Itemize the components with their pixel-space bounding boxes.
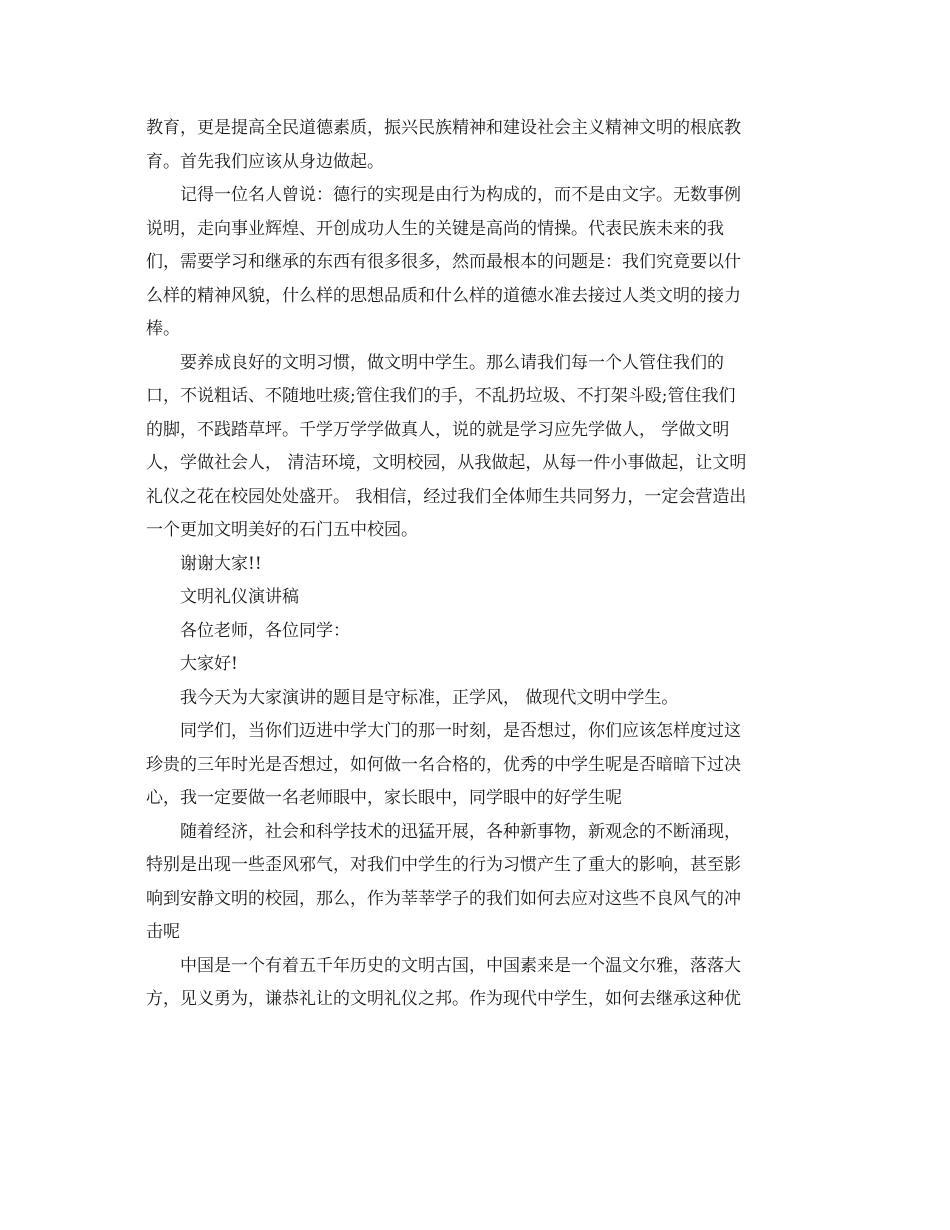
paragraph-line: 口，不说粗话、不随地吐痰;管住我们的手，不乱扔垃圾、不打架斗殴;管住我们 (146, 386, 736, 406)
paragraph (146, 715, 806, 816)
paragraph-line: 记得一位名人曾说：德行的实现是由行为构成的，而不是由文字。无数事例 (180, 185, 741, 205)
paragraph (146, 581, 806, 615)
paragraph-line: 击呢 (146, 922, 180, 942)
paragraph-line: 文明礼仪演讲稿 (180, 587, 299, 607)
paragraph-line: 珍贵的三年时光是否想过，如何做一名合格的，优秀的中学生呢是否暗暗下过决 (146, 754, 741, 775)
paragraph-line: 谢谢大家!! (180, 553, 262, 574)
paragraph-line: 心，我一定要做一名老师眼中，家长眼中，同学眼中的好学生呢 (146, 788, 622, 808)
paragraph-line: 中国是一个有着五千年历史的文明古国，中国素来是一个温文尔雅，落落大 (180, 955, 741, 976)
paragraph-line: 们，需要学习和继承的东西有很多很多，然而最根本的问题是：我们究竟要以什 (146, 252, 741, 272)
document-body (146, 112, 806, 1017)
paragraph-line: 同学们，当你们迈进中学大门的那一时刻，是否想过，你们应该怎样度过这 (180, 721, 741, 741)
paragraph-line: 棒。 (146, 319, 180, 339)
paragraph (146, 548, 806, 582)
paragraph-line: 特别是出现一些歪风邪气，对我们中学生的行为习惯产生了重大的影响，甚至影 (146, 855, 741, 875)
paragraph-line: 一个更加文明美好的石门五中校园。 (146, 520, 418, 540)
paragraph (146, 648, 806, 682)
paragraph-line: 要养成良好的文明习惯，做文明中学生。那么请我们每一个人管住我们的 (180, 352, 724, 373)
paragraph-line: 么样的精神风貌，什么样的思想品质和什么样的道德水准去接过人类文明的接力 (146, 285, 741, 306)
paragraph-line: 说明，走向事业辉煌、开创成功人生的关键是高尚的情操。代表民族未来的我 (146, 218, 724, 239)
paragraph-line: 教育，更是提高全民道德素质，振兴民族精神和建设社会主义精神文明的根底教 (146, 118, 741, 138)
paragraph (146, 615, 806, 649)
paragraph-line: 响到安静文明的校园，那么，作为莘莘学子的我们如何去应对这些不良风气的冲 (146, 888, 741, 909)
paragraph (146, 112, 806, 179)
paragraph-line: 人，学做社会人， 清洁环境，文明校园，从我做起，从每一件小事做起，让文明 (146, 453, 747, 473)
paragraph-line: 各位老师，各位同学： (180, 620, 350, 641)
paragraph-line: 育。首先我们应该从身边做起。 (146, 151, 384, 172)
paragraph (146, 179, 806, 347)
paragraph-line: 方，见义勇为，谦恭礼让的文明礼仪之邦。作为现代中学生，如何去继承这种优 (146, 989, 741, 1009)
paragraph-line: 我今天为大家演讲的题目是守标准，正学风， 做现代文明中学生。 (180, 687, 679, 708)
paragraph-line: 大家好! (180, 654, 238, 674)
paragraph (146, 816, 806, 950)
paragraph (146, 347, 806, 548)
paragraph (146, 682, 806, 716)
paragraph-line: 的脚，不践踏草坪。千学万学学做真人，说的就是学习应先学做人， 学做文明 (146, 419, 730, 440)
paragraph (146, 950, 806, 1017)
paragraph-line: 随着经济，社会和科学技术的迅猛开展，各种新事物，新观念的不断涌现， (180, 821, 741, 842)
paragraph-line: 礼仪之花在校园处处盛开。 我相信，经过我们全体师生共同努力，一定会营造出 (146, 486, 747, 507)
